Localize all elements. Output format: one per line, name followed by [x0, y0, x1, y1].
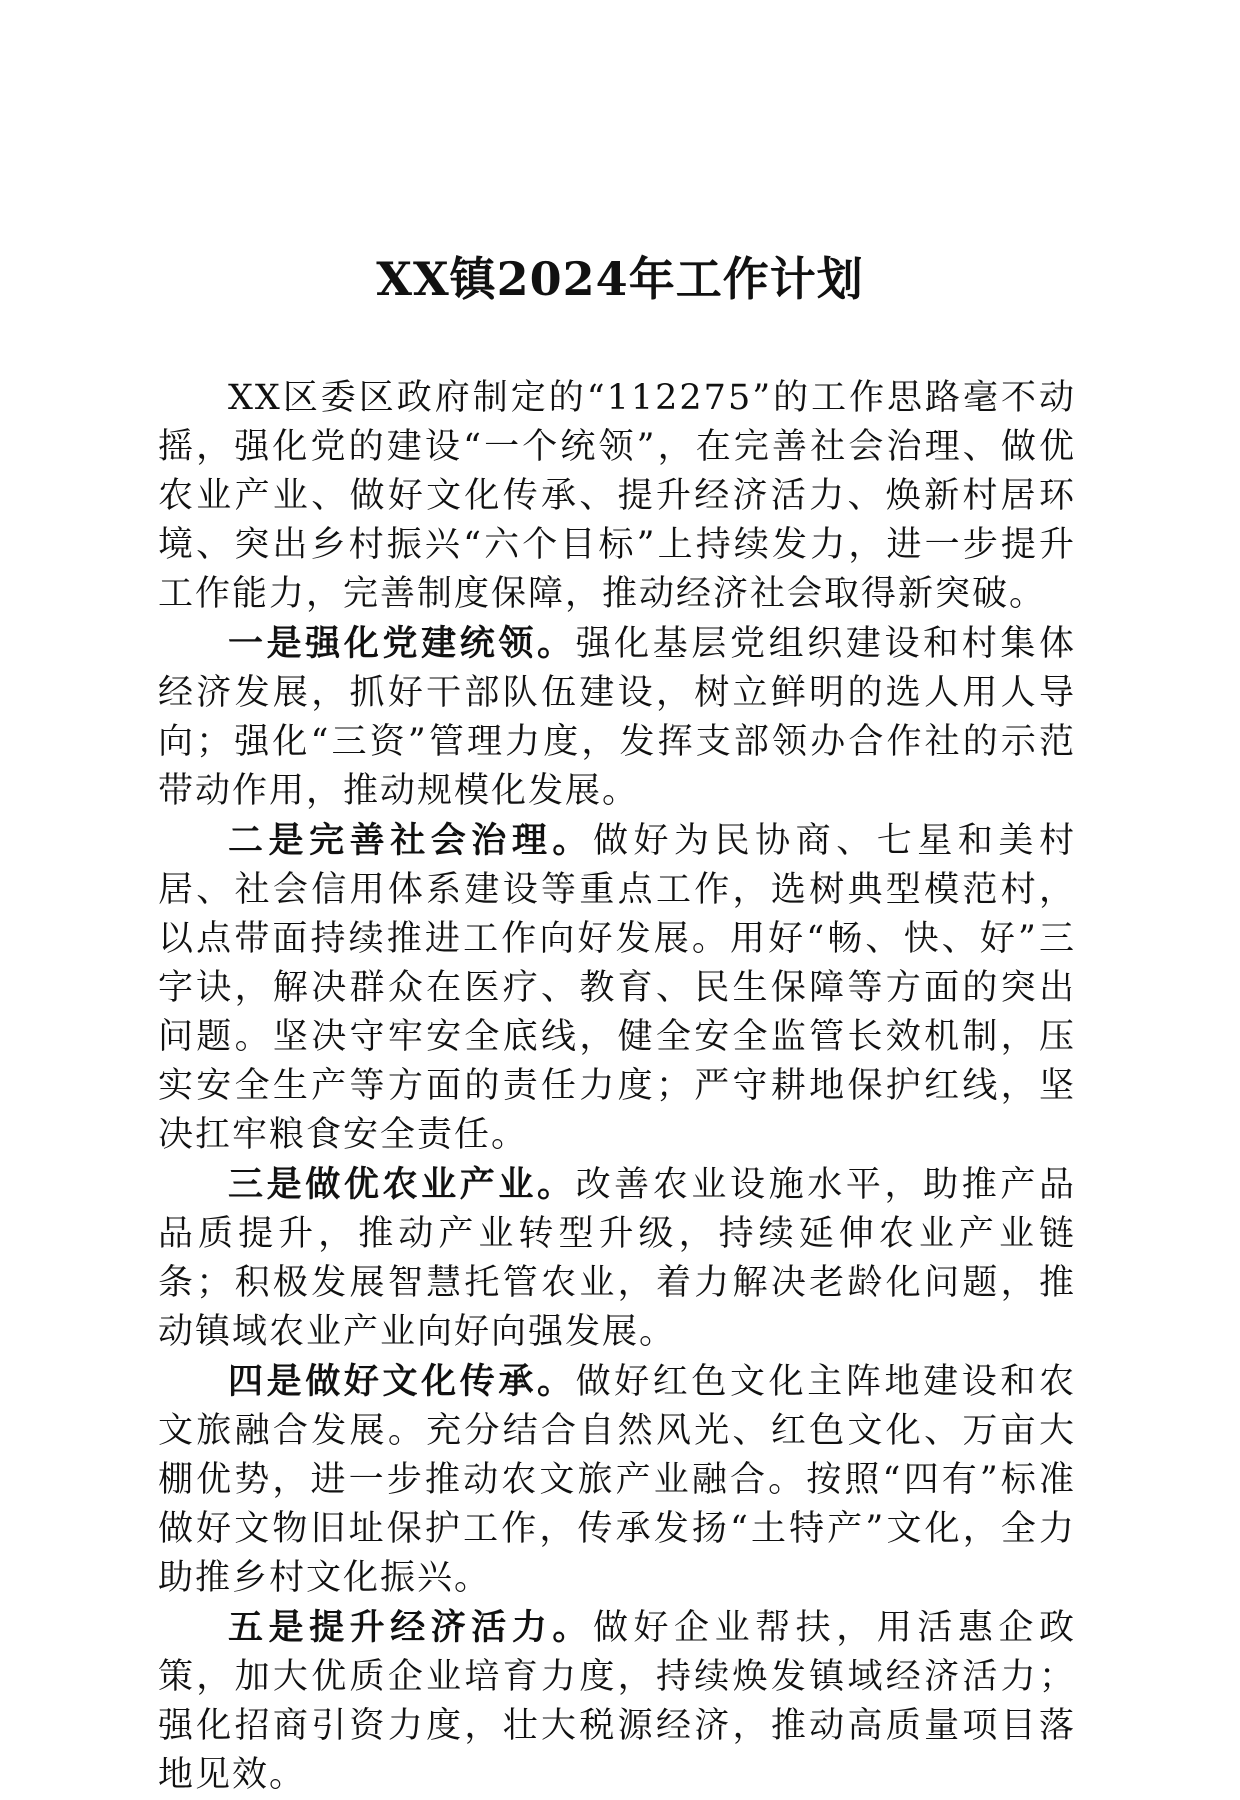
section-paragraph: [158, 816, 1076, 1160]
section-heading: 四是做好文化传承。: [228, 1361, 576, 1402]
section-heading: 二是完善社会治理。: [228, 820, 593, 861]
intro-paragraph: XX区委区政府制定的“112275”的工作思路毫不动摇，强化党的建设“一个统领”，在完善社会治理、做优农业产业、做好文化传承、提升经济活力、焕新村居环境、突出乡村振兴“六个目标”上持续发力，进一步提升工作能力，完善制度保障，推动经济社会取得新突破。: [158, 378, 1076, 614]
section-text: 改善农业设施水平，助推产品品质提升，推动产业转型升级，持续延伸农业产业链条；积极发展智慧托管农业，着力解决老龄化问题，推动镇域农业产业向好向强发展。: [158, 1165, 1076, 1352]
section-paragraph: [158, 619, 1076, 816]
section-text: 做好为民协商、七星和美村居、社会信用体系建设等重点工作，选树典型模范村，以点带面持续推进工作向好发展。用好“畅、快、好”三字诀，解决群众在医疗、教育、民生保障等方面的突出问题。坚决守牢安全底线，健全安全监管长效机制，压实安全生产等方面的责任力度；严守耕地保护红线，坚决扛牢粮食安全责任。: [158, 821, 1076, 1155]
section-heading: 三是做优农业产业。: [228, 1164, 576, 1205]
section-heading: 五是提升经济活力。: [228, 1607, 593, 1648]
document-body: [158, 374, 1076, 1800]
page-title: XX镇2024年工作计划: [376, 252, 864, 306]
section-heading: 一是强化党建统领。: [228, 623, 576, 664]
section-paragraph: [158, 1160, 1076, 1357]
section-text: 强化基层党组织建设和村集体经济发展，抓好干部队伍建设，树立鲜明的选人用人导向；强化“三资”管理力度，发挥支部领办合作社的示范带动作用，推动规模化发展。: [158, 624, 1076, 811]
section-text: 做好企业帮扶，用活惠企政策，加大优质企业培育力度，持续焕发镇域经济活力；强化招商引资力度，壮大税源经济，推动高质量项目落地见效。: [158, 1608, 1076, 1795]
section-text: 做好红色文化主阵地建设和农文旅融合发展。充分结合自然风光、红色文化、万亩大棚优势，进一步推动农文旅产业融合。按照“四有”标准做好文物旧址保护工作，传承发扬“土特产”文化，全力助推乡村文化振兴。: [158, 1362, 1076, 1598]
section-paragraph: [158, 1603, 1076, 1800]
section-paragraph: [158, 1357, 1076, 1603]
